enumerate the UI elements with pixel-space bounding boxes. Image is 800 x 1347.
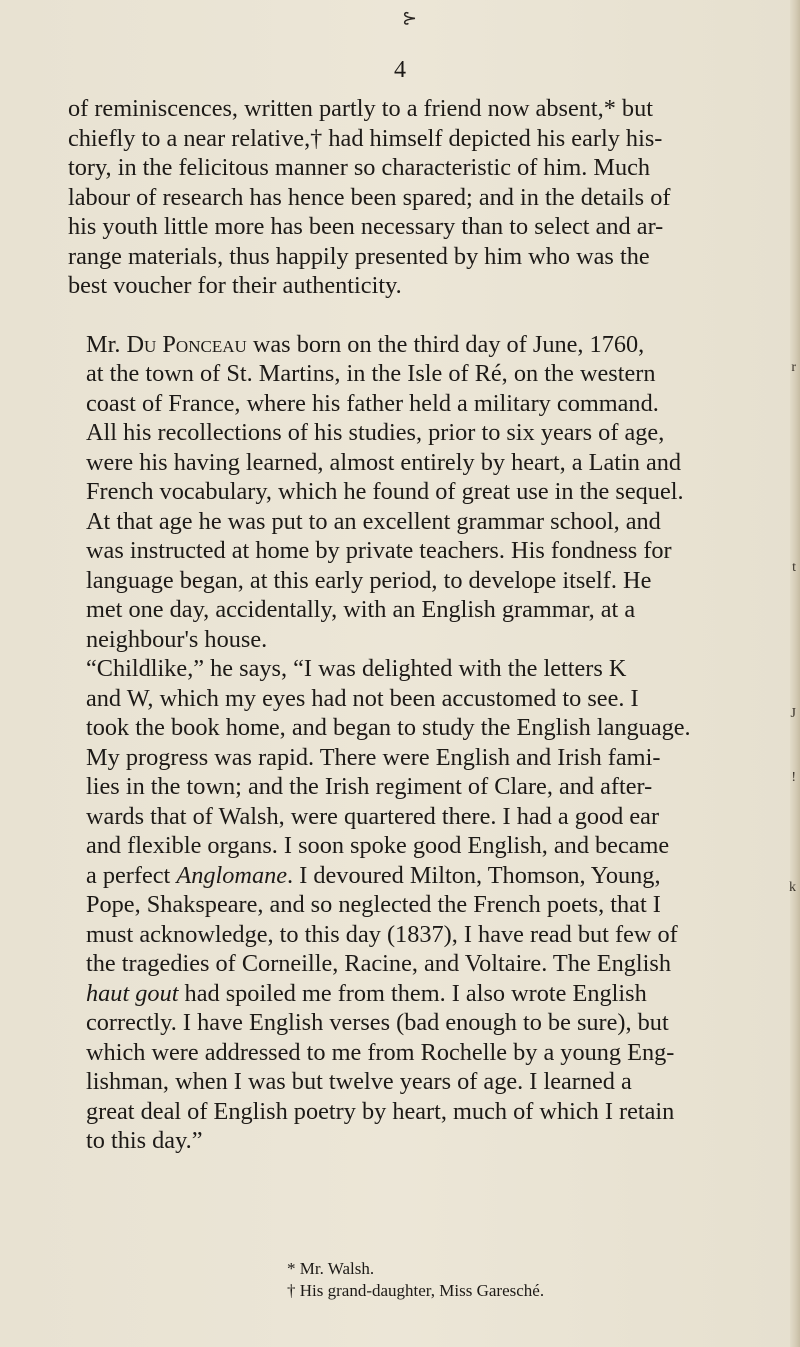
person-name: Du Ponceau: [126, 330, 247, 358]
text-line: was instructed at home by private teachers. His fondness for: [86, 537, 672, 564]
text-line: labour of research has hence been spared; and in the details of: [68, 183, 671, 211]
text-line: Pope, Shakspeare, and so neglected the French poets, that I: [86, 891, 661, 918]
text-line: [68, 979, 756, 1009]
text-line: of reminiscences, written partly to a friend now absent,* but: [68, 95, 653, 122]
margin-mark: J: [790, 706, 796, 721]
text-fragment: a perfect: [86, 861, 177, 889]
italic-term: Anglomane: [176, 861, 288, 889]
text-line: At that age he was put to an excellent grammar school, and: [86, 507, 661, 535]
text-fragment: Mr.: [86, 330, 127, 358]
text-line: must acknowledge, to this day (1837), I have read but few of: [86, 920, 678, 948]
text-line: neighbour's house.: [86, 625, 268, 653]
text-line: language began, at this early period, to develope itself. He: [86, 566, 652, 594]
text-line: My progress was rapid. There were English and Irish fami-: [86, 743, 661, 771]
page-edge: [790, 0, 800, 1347]
text-line: met one day, accidentally, with an English grammar, at a: [86, 596, 636, 623]
footnote: * Mr. Walsh.: [287, 1259, 375, 1278]
footnote: † His grand-daughter, Miss Garesché.: [287, 1281, 545, 1300]
text-line: and flexible organs. I soon spoke good English, and became: [86, 832, 670, 859]
margin-mark: t: [792, 560, 796, 575]
text-line: lishman, when I was but twelve years of age. I learned a: [86, 1068, 632, 1095]
margin-mark: r: [791, 360, 796, 375]
text-line: coast of France, where his father held a military command.: [86, 389, 659, 417]
text-line: French vocabulary, which he found of great use in the sequel.: [86, 478, 684, 505]
body-text: [68, 94, 756, 1156]
margin-mark: !: [791, 770, 796, 785]
corner-mark: ⊱: [402, 8, 418, 28]
text-line: best voucher for their authenticity.: [68, 272, 402, 299]
text-line: correctly. I have English verses (bad enough to be sure), but: [86, 1009, 669, 1036]
text-line: at the town of St. Martins, in the Isle of Ré, on the western: [86, 360, 656, 387]
text-line: lies in the town; and the Irish regiment of Clare, and after-: [86, 773, 653, 800]
text-line: his youth little more has been necessary than to select and ar-: [68, 213, 664, 240]
text-line: wards that of Walsh, were quartered there. I had a good ear: [86, 802, 660, 830]
text-line: great deal of English poetry by heart, much of which I retain: [86, 1097, 675, 1125]
text-line: tory, in the felicitous manner so characteristic of him. Much: [68, 154, 651, 181]
text-line: and W, which my eyes had not been accustomed to see. I: [86, 684, 639, 712]
margin-mark: k: [789, 880, 796, 895]
text-line: to this day.”: [86, 1127, 203, 1154]
paragraph-birth: [68, 330, 756, 655]
text-line: which were addressed to me from Rochelle by a young Eng-: [86, 1038, 675, 1066]
text-line: were his having learned, almost entirely by heart, a Latin and: [86, 448, 682, 476]
paragraph-intro: [68, 94, 756, 301]
text-line: took the book home, and began to study the English language.: [86, 714, 691, 741]
page-number: 4: [394, 57, 406, 83]
text-fragment: had spoiled me from them. I also wrote English: [178, 979, 647, 1007]
text-line: [68, 861, 756, 891]
paragraph-quote: [68, 654, 756, 1156]
italic-term: haut gout: [86, 979, 179, 1007]
text-fragment: was born on the third day of June, 1760,: [246, 330, 645, 358]
text-fragment: . I devoured Milton, Thomson, Young,: [287, 861, 661, 889]
text-line: All his recollections of his studies, prior to six years of age,: [86, 419, 665, 446]
text-line: “Childlike,” he says, “I was delighted with the letters K: [86, 655, 627, 682]
text-line: range materials, thus happily presented by him who was the: [68, 242, 650, 270]
text-line: the tragedies of Corneille, Racine, and Voltaire. The English: [86, 950, 671, 977]
footnotes: [287, 1258, 544, 1302]
text-line: [68, 330, 756, 360]
text-line: chiefly to a near relative,† had himself depicted his early his-: [68, 124, 663, 152]
